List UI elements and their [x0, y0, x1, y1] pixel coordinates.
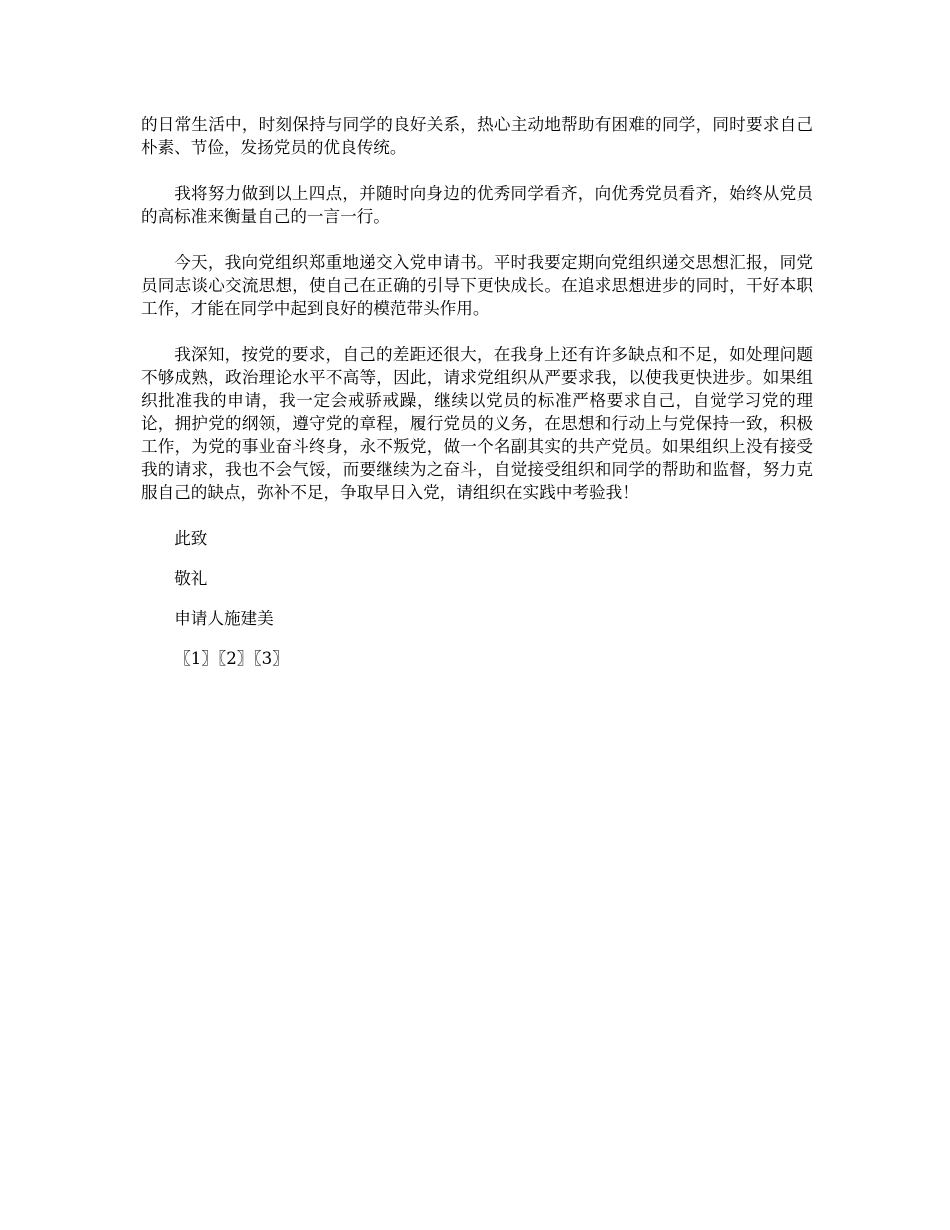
paragraph-continuation: 的日常生活中，时刻保持与同学的良好关系，热心主动地帮助有困难的同学，同时要求自己朴素、节俭，发扬党员的优良传统。 — [141, 115, 813, 157]
paragraph-commitment: 我将努力做到以上四点，并随时向身边的优秀同学看齐，向优秀党员看齐，始终从党员的高标准来衡量自己的一言一行。 — [141, 184, 813, 226]
closing-regards: 敬礼 — [174, 569, 208, 588]
document-body — [141, 113, 813, 670]
page-link-1[interactable]: 〖1〗 — [174, 649, 218, 668]
page-link-2[interactable]: 〖2〗 — [217, 649, 254, 668]
page-link-3[interactable]: 〖3〗 — [253, 649, 289, 668]
applicant-signature: 申请人施建美 — [174, 609, 274, 628]
pagination — [141, 647, 813, 670]
closing-salutation: 此致 — [174, 529, 208, 548]
paragraph-self-assessment: 我深知，按党的要求，自己的差距还很大，在我身上还有许多缺点和不足，如处理问题不够成熟，政治理论水平不高等，因此，请求党组织从严要求我，以使我更快进步。如果组织批准我的申请，我一定会戒骄戒躁，继续以党员的标准严格要求自己，自觉学习党的理论，拥护党的纲领，遵守党的章程，履行党员的义务，在思想和行动上与党保持一致，积极工作，为党的事业奋斗终身，永不叛党，做一个名副其实的共产党员。如果组织上没有接受我的请求，我也不会气馁，而要继续为之奋斗，自觉接受组织和同学的帮助和监督，努力克服自己的缺点，弥补不足，争取早日入党，请组织在实践中考验我！ — [141, 345, 813, 502]
paragraph-submission: 今天，我向党组织郑重地递交入党申请书。平时我要定期向党组织递交思想汇报，同党员同志谈心交流思想，使自己在正确的引导下更快成长。在追求思想进步的同时，干好本职工作，才能在同学中起到良好的模范带头作用。 — [141, 253, 813, 318]
